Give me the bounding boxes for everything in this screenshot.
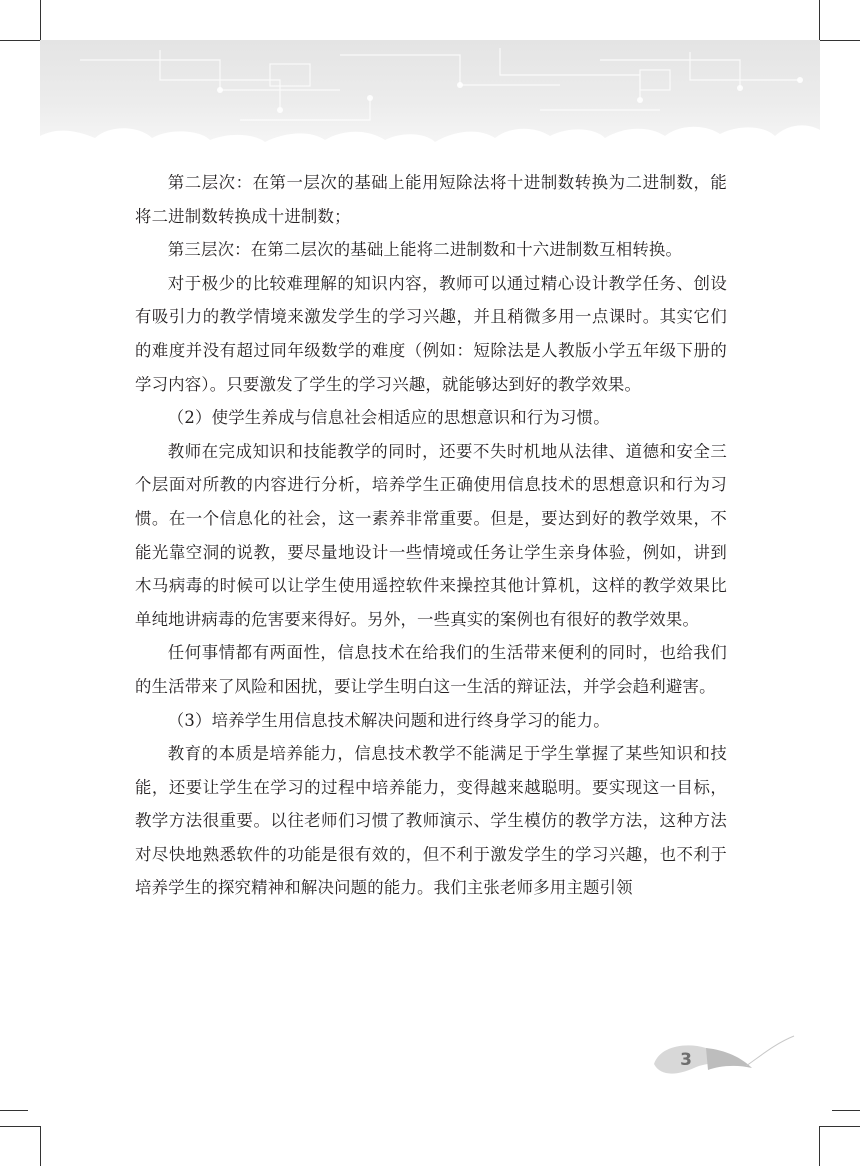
page-body (135, 166, 727, 905)
page-number: 3 (680, 1050, 692, 1070)
paragraph: 对于极少的比较难理解的知识内容，教师可以通过精心设计教学任务、创设有吸引力的教学情境来激发学生的学习兴趣，并且稍微多用一点课时。其实它们的难度并没有超过同年级数学的难度（例如：短除法是人教版小学五年级下册的学习内容）。只要激发了学生的学习兴趣，就能够达到好的教学效果。 (135, 273, 727, 394)
paragraph: 教师在完成知识和技能教学的同时，还要不失时机地从法律、道德和安全三个层面对所教的内容进行分析，培养学生正确使用信息技术的思想意识和行为习惯。在一个信息化的社会，这一素养非常重要。但是，要达到好的教学效果，不能光靠空洞的说教，要尽量地设计一些情境或任务让学生亲身体验，例如，讲到木马病毒的时候可以让学生使用遥控软件来操控其他计算机，这样的教学效果比单纯地讲病毒的危害要来得好。另外，一些真实的案例也有很好的教学效果。 (135, 441, 727, 629)
crop-mark (820, 40, 860, 41)
crop-mark (40, 1126, 41, 1166)
paragraph: 任何事情都有两面性，信息技术在给我们的生活带来便利的同时，也给我们的生活带来了风险和困扰，要让学生明白这一生活的辩证法，并学会趋利避害。 (135, 643, 727, 696)
crop-mark (0, 1110, 28, 1111)
crop-mark (819, 0, 820, 40)
crop-mark (0, 1126, 40, 1127)
section-heading: （2）使学生养成与信息社会相适应的思想意识和行为习惯。 (167, 408, 610, 428)
paragraph: 第二层次：在第一层次的基础上能用短除法将十进制数转换为二进制数，能将二进制数转换成十进制数； (135, 173, 727, 226)
paragraph: 第三层次：在第二层次的基础上能将二进制数和十六进制数互相转换。 (167, 240, 683, 260)
paragraph: 教育的本质是培养能力，信息技术教学不能满足于学生掌握了某些知识和技能，还要让学生在学习的过程中培养能力，变得越来越聪明。要实现这一目标，教学方法很重要。以往老师们习惯了教师演示、学生模仿的教学方法，这种方法对尽快地熟悉软件的功能是很有效的，但不利于激发学生的学习兴趣，也不利于培养学生的探究精神和解决问题的能力。我们主张老师多用主题引领 (135, 744, 727, 898)
circuit-pattern-graphic (40, 40, 820, 152)
crop-mark (820, 1126, 860, 1127)
crop-mark (832, 1110, 860, 1111)
crop-mark (40, 0, 41, 40)
crop-mark (819, 1126, 820, 1166)
section-heading: （3）培养学生用信息技术解决问题和进行终身学习的能力。 (167, 710, 610, 730)
page-number-badge-graphic (646, 1022, 796, 1092)
crop-mark (0, 40, 40, 41)
header-banner (40, 40, 820, 152)
